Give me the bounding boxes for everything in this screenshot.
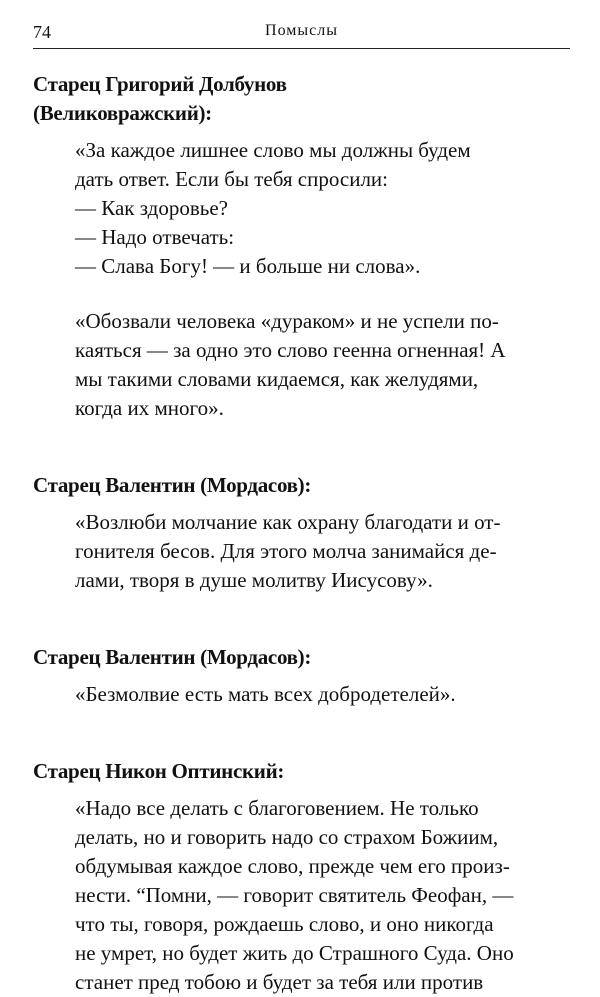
section-valentin-mordasov-1 bbox=[33, 471, 570, 595]
section-heading: Старец Валентин (Мордасов): bbox=[33, 473, 312, 497]
section-heading: Старец Валентин (Мордасов): bbox=[33, 645, 312, 669]
section-heading: Старец Григорий Долбунов (Великовражский): bbox=[33, 72, 287, 125]
text-line: «Обозвали человека «дураком» и не успели по- bbox=[75, 309, 499, 333]
text-line: нести. “Помни, — говорит святитель Феофан, — bbox=[75, 883, 514, 907]
section-grigory-dolbunov bbox=[33, 70, 570, 423]
text-line: «Возлюби молчание как охрану благодати и от- bbox=[75, 510, 501, 534]
text-line: — Как здоровье? bbox=[75, 196, 228, 220]
quote-paragraph bbox=[33, 794, 570, 997]
text-line: не умрет, но будет жить до Страшного Суда. Оно bbox=[75, 941, 514, 965]
text-line: что ты, говоря, рождаешь слово, и оно никогда bbox=[75, 912, 494, 936]
running-head bbox=[33, 22, 570, 49]
page-content bbox=[33, 70, 570, 997]
quote-paragraph bbox=[33, 307, 570, 423]
section-nikon-optinsky bbox=[33, 757, 570, 997]
page-number: 74 bbox=[33, 22, 51, 42]
quote-paragraph bbox=[33, 680, 570, 709]
text-line: станет пред тобою и будет за тебя или против bbox=[75, 970, 484, 994]
text-line: каяться — за одно это слово геенна огненная! А bbox=[75, 338, 506, 362]
text-line: «Надо все делать с благоговением. Не только bbox=[75, 796, 479, 820]
text-line: «Безмолвие есть мать всех добродетелей». bbox=[75, 682, 456, 706]
running-title: Помыслы bbox=[265, 22, 338, 39]
text-line: мы такими словами кидаемся, как желудями, bbox=[75, 367, 479, 391]
section-heading: Старец Никон Оптинский: bbox=[33, 759, 285, 783]
quote-paragraph bbox=[33, 136, 570, 281]
text-line: когда их много». bbox=[75, 396, 224, 420]
text-line: — Слава Богу! — и больше ни слова». bbox=[75, 254, 421, 278]
text-line: дать ответ. Если бы тебя спросили: bbox=[75, 167, 389, 191]
text-line: обдумывая каждое слово, прежде чем его произ- bbox=[75, 854, 510, 878]
text-line: лами, творя в душе молитву Иисусову». bbox=[75, 568, 433, 592]
text-line: гонителя бесов. Для этого молча занимайся де- bbox=[75, 539, 497, 563]
text-line: делать, но и говорить надо со страхом Божиим, bbox=[75, 825, 499, 849]
section-valentin-mordasov-2 bbox=[33, 643, 570, 709]
quote-paragraph bbox=[33, 508, 570, 595]
text-line: «За каждое лишнее слово мы должны будем bbox=[75, 138, 471, 162]
text-line: — Надо отвечать: bbox=[75, 225, 235, 249]
